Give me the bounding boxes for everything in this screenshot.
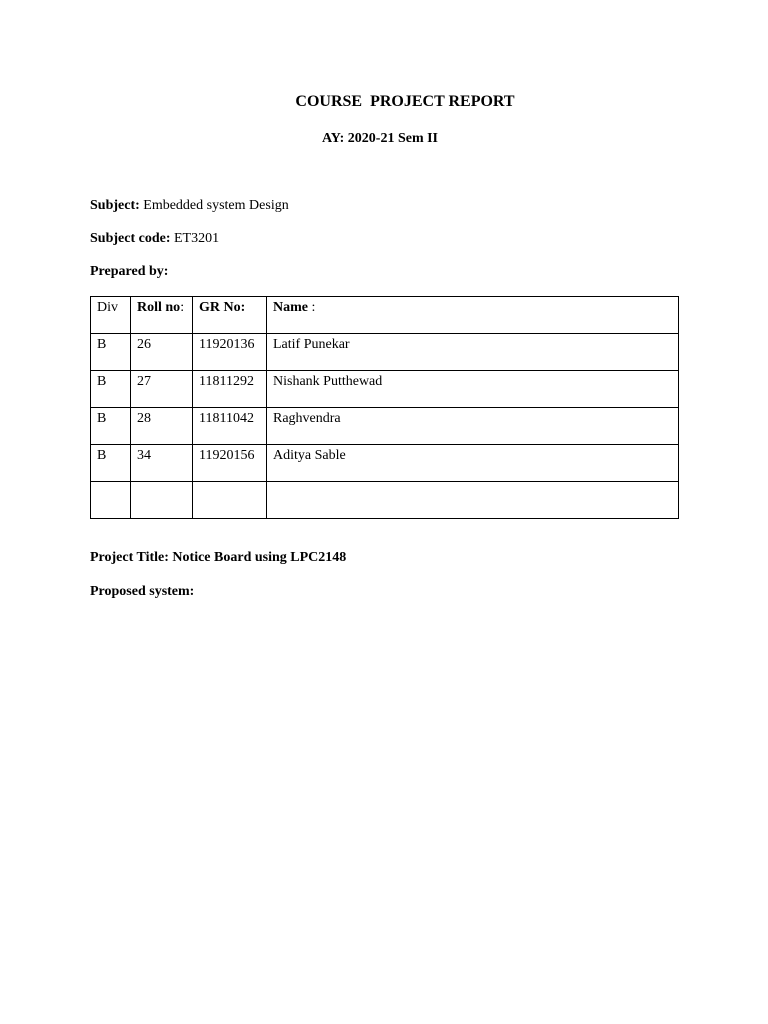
cell-div: B [91, 371, 131, 408]
cell-div: B [91, 445, 131, 482]
cell-name: Aditya Sable [267, 445, 679, 482]
cell-gr: 11811042 [193, 408, 267, 445]
cell-roll: 34 [131, 445, 193, 482]
table-header-row [91, 297, 679, 334]
cell-name [267, 482, 679, 519]
cell-div [91, 482, 131, 519]
cell-name: Raghvendra [267, 408, 679, 445]
cell-roll [131, 482, 193, 519]
proposed-system-label: Proposed system: [90, 584, 195, 599]
cell-gr: 11920156 [193, 445, 267, 482]
cell-name: Latif Punekar [267, 334, 679, 371]
cell-gr: 11920136 [193, 334, 267, 371]
project-title-value: Notice Board using LPC2148 [172, 550, 347, 565]
cell-div: B [91, 334, 131, 371]
subject-value: Embedded system Design [143, 198, 289, 213]
table-row [91, 334, 679, 371]
members-table [90, 296, 679, 519]
cell-gr [193, 482, 267, 519]
document-title: COURSE PROJECT REPORT [295, 93, 515, 110]
subject-code-label: Subject code: [90, 231, 171, 246]
table-row [91, 445, 679, 482]
subject-code-line [90, 231, 219, 247]
proposed-system-line [90, 584, 194, 600]
cell-name: Nishank Putthewad [267, 371, 679, 408]
table-row [91, 371, 679, 408]
subject-line [90, 198, 289, 214]
header-name-label: Name [273, 300, 308, 315]
prepared-by-label: Prepared by: [90, 264, 169, 279]
header-roll-no [131, 297, 193, 334]
table-row-empty [91, 482, 679, 519]
subject-code-value: ET3201 [174, 231, 220, 246]
header-name-colon: : [308, 300, 316, 315]
header-div: Div [91, 297, 131, 334]
header-roll-no-label: Roll no [137, 300, 181, 315]
header-roll-no-colon: : [180, 300, 185, 315]
cell-roll: 27 [131, 371, 193, 408]
project-title-line [90, 550, 346, 566]
table-row [91, 408, 679, 445]
header-gr-no: GR No: [193, 297, 267, 334]
cell-div: B [91, 408, 131, 445]
cell-gr: 11811292 [193, 371, 267, 408]
prepared-by-line [90, 264, 168, 280]
cell-roll: 26 [131, 334, 193, 371]
header-name [267, 297, 679, 334]
academic-year: AY: 2020-21 Sem II [321, 131, 439, 146]
subject-label: Subject: [90, 198, 140, 213]
cell-roll: 28 [131, 408, 193, 445]
project-title-label: Project Title: [90, 550, 169, 565]
